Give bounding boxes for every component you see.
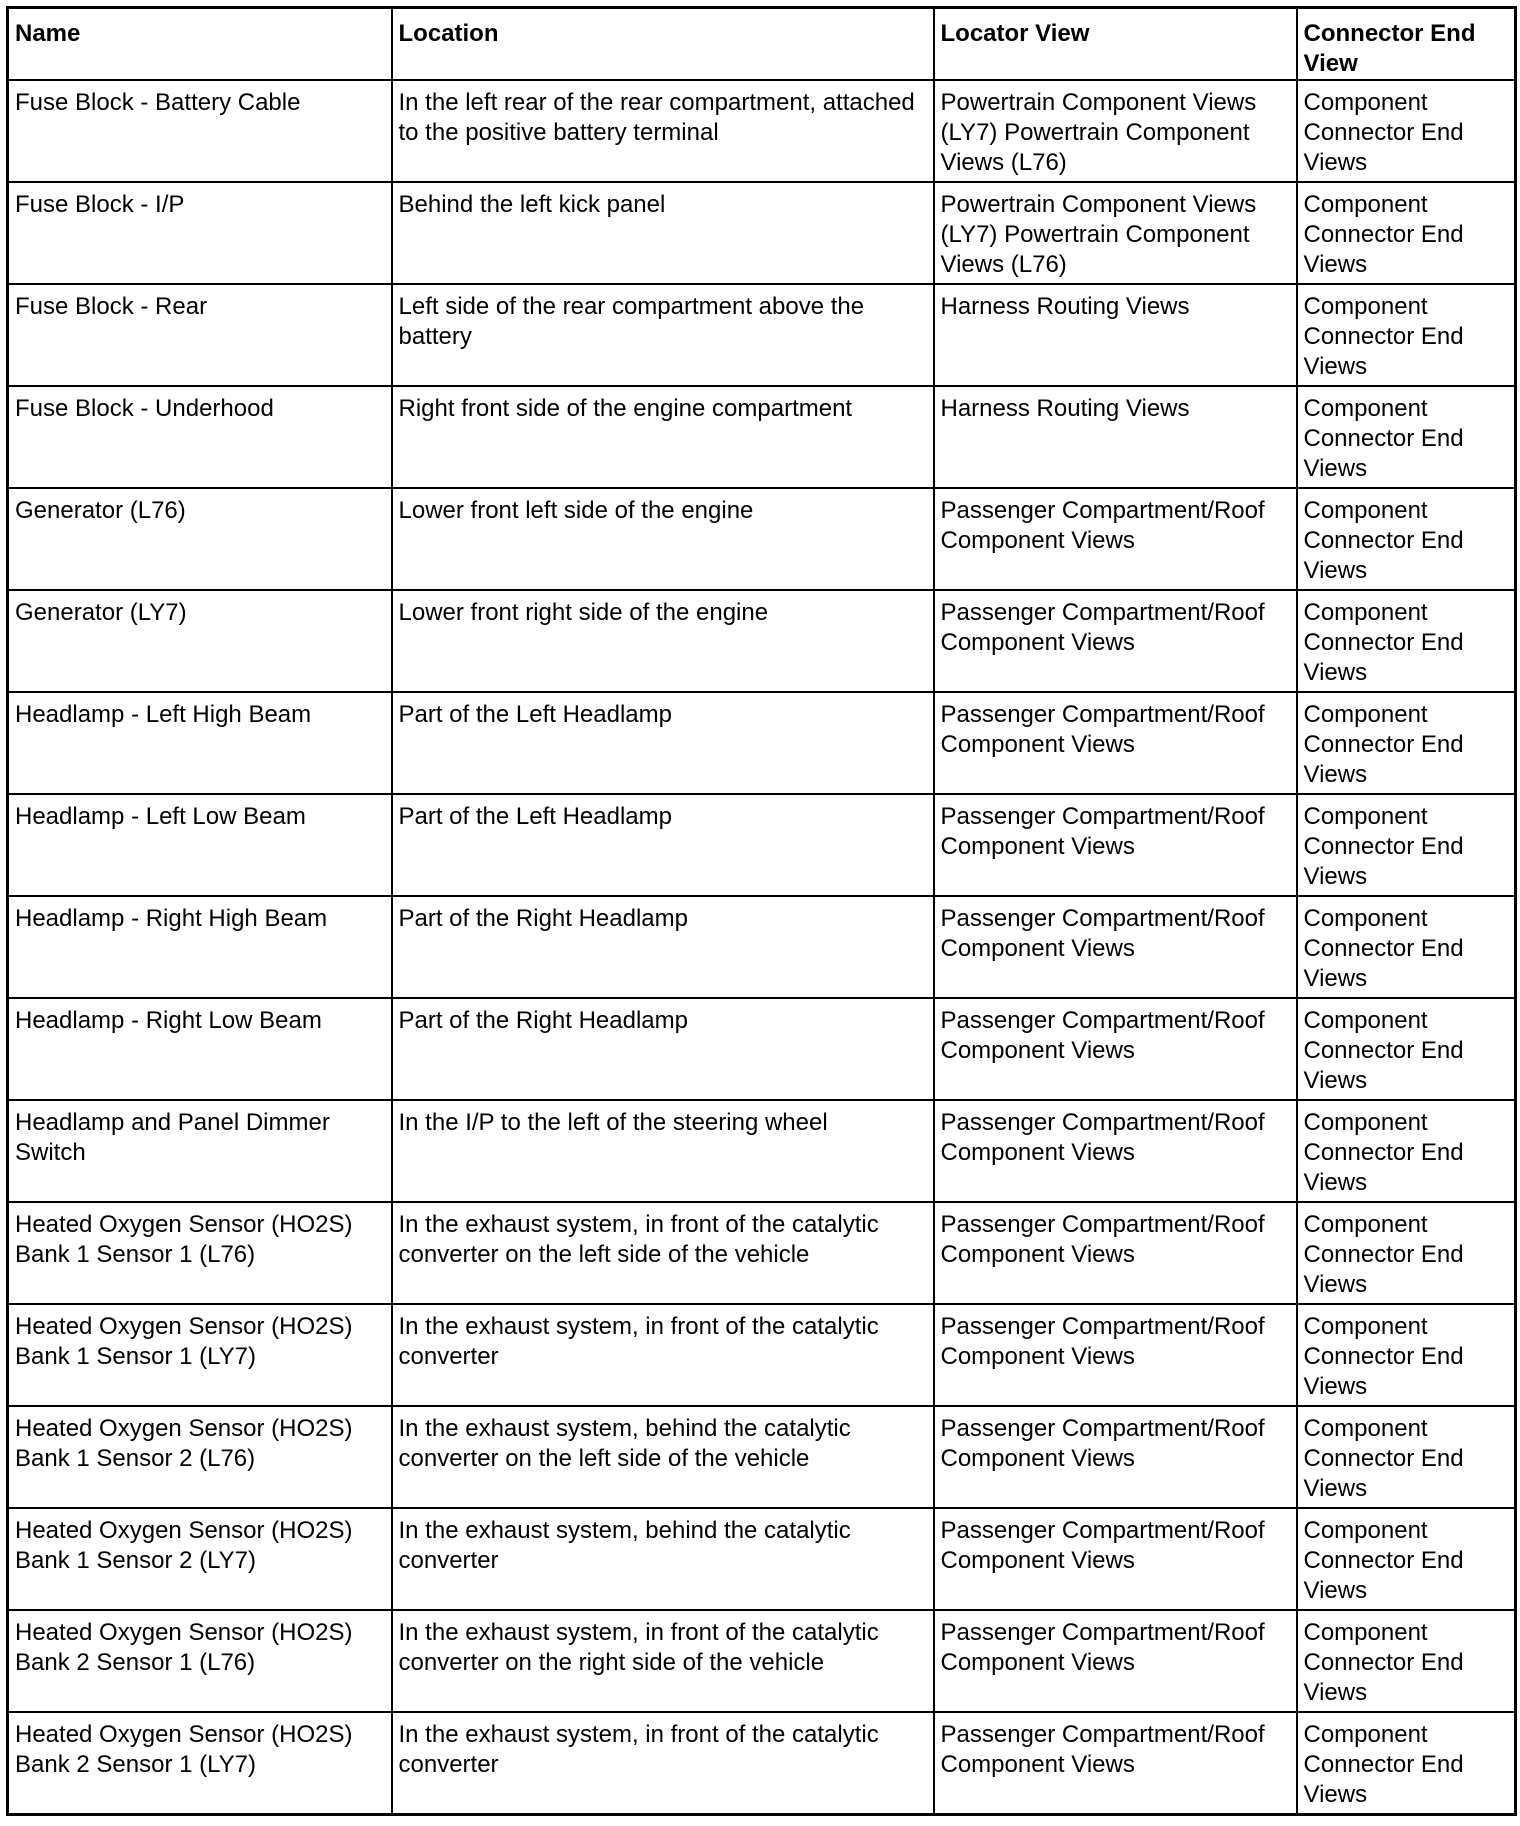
cell-locator-view: Passenger Compartment/Roof Component Views: [934, 1100, 1297, 1202]
cell-name: Fuse Block - Rear: [8, 284, 392, 386]
cell-name: Heated Oxygen Sensor (HO2S) Bank 1 Sensor 1 (L76): [8, 1202, 392, 1304]
cell-name: Heated Oxygen Sensor (HO2S) Bank 1 Sensor 2 (L76): [8, 1406, 392, 1508]
header-name: Name: [8, 8, 392, 81]
cell-connector-end-view: Component Connector End Views: [1297, 284, 1516, 386]
component-locator-table: [6, 6, 1517, 1816]
cell-location: In the exhaust system, in front of the catalytic converter on the right side of the vehicle: [392, 1610, 934, 1712]
cell-connector-end-view: Component Connector End Views: [1297, 896, 1516, 998]
cell-locator-view: Powertrain Component Views (LY7) Powertrain Component Views (L76): [934, 80, 1297, 182]
cell-location: Lower front right side of the engine: [392, 590, 934, 692]
cell-locator-view: Passenger Compartment/Roof Component Views: [934, 794, 1297, 896]
header-connector-end-view: Connector End View: [1297, 8, 1516, 81]
cell-connector-end-view: Component Connector End Views: [1297, 1304, 1516, 1406]
cell-name: Fuse Block - Battery Cable: [8, 80, 392, 182]
cell-location: Behind the left kick panel: [392, 182, 934, 284]
cell-name: Generator (L76): [8, 488, 392, 590]
header-location: Location: [392, 8, 934, 81]
table-body: [8, 80, 1516, 1814]
cell-connector-end-view: Component Connector End Views: [1297, 1406, 1516, 1508]
cell-name: Headlamp and Panel Dimmer Switch: [8, 1100, 392, 1202]
cell-location: In the exhaust system, behind the catalytic converter on the left side of the vehicle: [392, 1406, 934, 1508]
cell-location: In the exhaust system, in front of the catalytic converter: [392, 1304, 934, 1406]
table-row: [8, 590, 1516, 692]
cell-locator-view: Passenger Compartment/Roof Component Views: [934, 896, 1297, 998]
cell-connector-end-view: Component Connector End Views: [1297, 1100, 1516, 1202]
cell-name: Heated Oxygen Sensor (HO2S) Bank 2 Sensor 1 (L76): [8, 1610, 392, 1712]
cell-locator-view: Passenger Compartment/Roof Component Views: [934, 1202, 1297, 1304]
cell-name: Fuse Block - Underhood: [8, 386, 392, 488]
cell-location: In the exhaust system, behind the catalytic converter: [392, 1508, 934, 1610]
cell-locator-view: Passenger Compartment/Roof Component Views: [934, 1304, 1297, 1406]
cell-locator-view: Passenger Compartment/Roof Component Views: [934, 1406, 1297, 1508]
cell-name: Heated Oxygen Sensor (HO2S) Bank 1 Sensor 1 (LY7): [8, 1304, 392, 1406]
cell-locator-view: Passenger Compartment/Roof Component Views: [934, 998, 1297, 1100]
cell-connector-end-view: Component Connector End Views: [1297, 590, 1516, 692]
cell-connector-end-view: Component Connector End Views: [1297, 80, 1516, 182]
table-row: [8, 386, 1516, 488]
cell-name: Generator (LY7): [8, 590, 392, 692]
cell-locator-view: Powertrain Component Views (LY7) Powertrain Component Views (L76): [934, 182, 1297, 284]
cell-name: Headlamp - Left High Beam: [8, 692, 392, 794]
table-row: [8, 182, 1516, 284]
cell-connector-end-view: Component Connector End Views: [1297, 182, 1516, 284]
cell-location: Part of the Left Headlamp: [392, 692, 934, 794]
cell-connector-end-view: Component Connector End Views: [1297, 794, 1516, 896]
table-row: [8, 896, 1516, 998]
cell-location: In the exhaust system, in front of the catalytic converter on the left side of the vehicle: [392, 1202, 934, 1304]
table-row: [8, 1712, 1516, 1814]
cell-locator-view: Passenger Compartment/Roof Component Views: [934, 488, 1297, 590]
table-row: [8, 692, 1516, 794]
cell-location: Lower front left side of the engine: [392, 488, 934, 590]
header-locator-view: Locator View: [934, 8, 1297, 81]
cell-connector-end-view: Component Connector End Views: [1297, 488, 1516, 590]
cell-connector-end-view: Component Connector End Views: [1297, 1712, 1516, 1814]
cell-location: In the exhaust system, in front of the catalytic converter: [392, 1712, 934, 1814]
table-header-row: [8, 8, 1516, 81]
cell-locator-view: Passenger Compartment/Roof Component Views: [934, 692, 1297, 794]
table-row: [8, 1304, 1516, 1406]
table-row: [8, 284, 1516, 386]
table-row: [8, 1202, 1516, 1304]
cell-name: Headlamp - Left Low Beam: [8, 794, 392, 896]
cell-location: Right front side of the engine compartment: [392, 386, 934, 488]
cell-locator-view: Passenger Compartment/Roof Component Views: [934, 1508, 1297, 1610]
cell-name: Headlamp - Right Low Beam: [8, 998, 392, 1100]
table-row: [8, 488, 1516, 590]
cell-connector-end-view: Component Connector End Views: [1297, 386, 1516, 488]
cell-location: Part of the Right Headlamp: [392, 998, 934, 1100]
cell-locator-view: Harness Routing Views: [934, 284, 1297, 386]
cell-connector-end-view: Component Connector End Views: [1297, 1202, 1516, 1304]
cell-location: Part of the Left Headlamp: [392, 794, 934, 896]
table-row: [8, 1100, 1516, 1202]
table-row: [8, 1508, 1516, 1610]
cell-locator-view: Passenger Compartment/Roof Component Views: [934, 590, 1297, 692]
table-row: [8, 1610, 1516, 1712]
table-row: [8, 1406, 1516, 1508]
cell-name: Heated Oxygen Sensor (HO2S) Bank 2 Sensor 1 (LY7): [8, 1712, 392, 1814]
cell-locator-view: Passenger Compartment/Roof Component Views: [934, 1712, 1297, 1814]
cell-location: In the left rear of the rear compartment, attached to the positive battery terminal: [392, 80, 934, 182]
table-row: [8, 794, 1516, 896]
cell-connector-end-view: Component Connector End Views: [1297, 1508, 1516, 1610]
table-row: [8, 80, 1516, 182]
cell-location: Left side of the rear compartment above the battery: [392, 284, 934, 386]
cell-name: Heated Oxygen Sensor (HO2S) Bank 1 Sensor 2 (LY7): [8, 1508, 392, 1610]
cell-name: Fuse Block - I/P: [8, 182, 392, 284]
cell-locator-view: Passenger Compartment/Roof Component Views: [934, 1610, 1297, 1712]
table-row: [8, 998, 1516, 1100]
cell-connector-end-view: Component Connector End Views: [1297, 998, 1516, 1100]
cell-locator-view: Harness Routing Views: [934, 386, 1297, 488]
cell-connector-end-view: Component Connector End Views: [1297, 692, 1516, 794]
cell-connector-end-view: Component Connector End Views: [1297, 1610, 1516, 1712]
cell-location: Part of the Right Headlamp: [392, 896, 934, 998]
cell-location: In the I/P to the left of the steering wheel: [392, 1100, 934, 1202]
cell-name: Headlamp - Right High Beam: [8, 896, 392, 998]
